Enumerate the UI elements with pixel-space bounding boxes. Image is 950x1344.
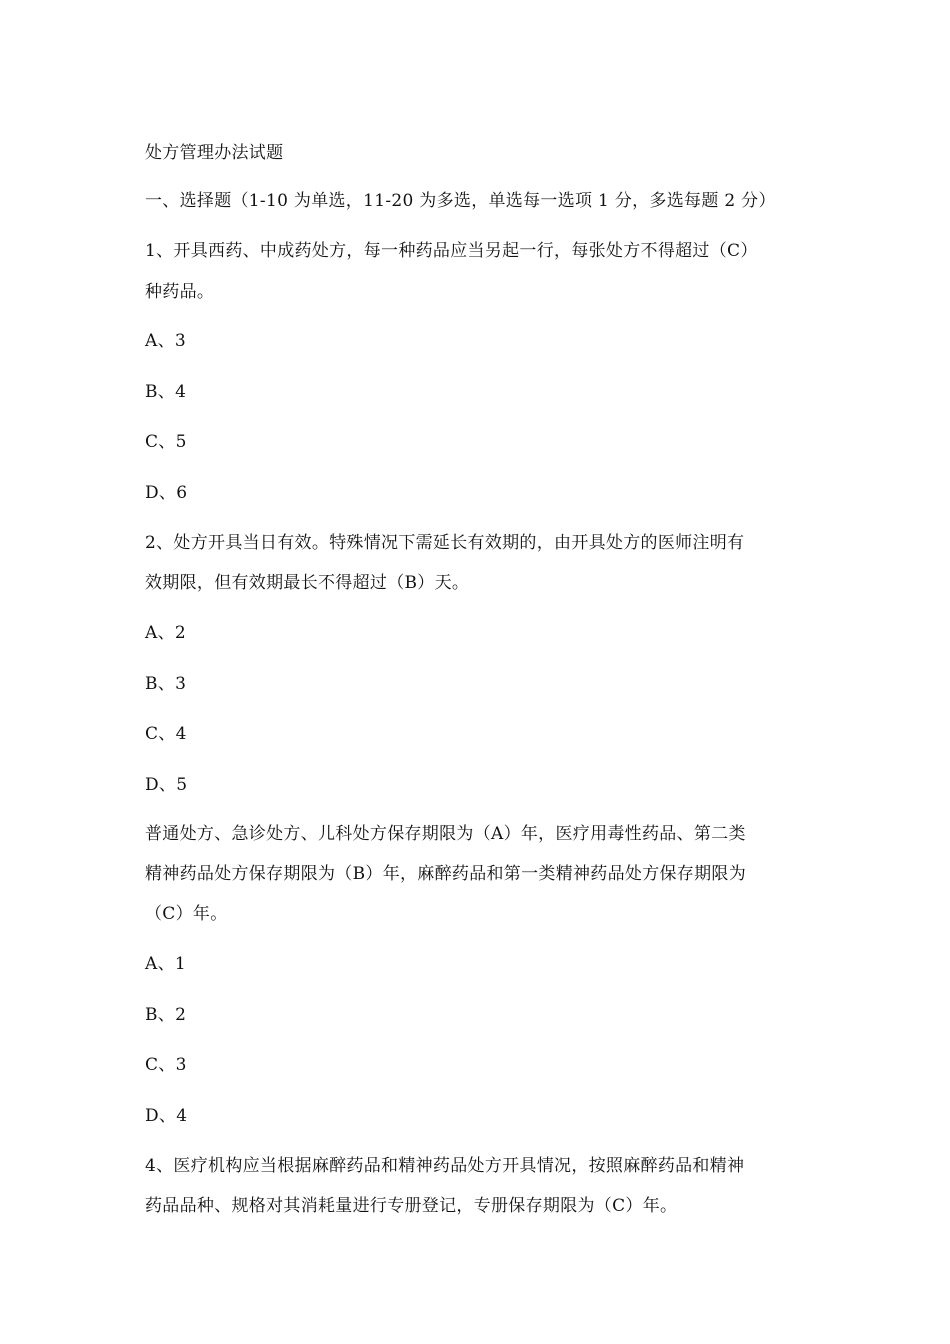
question-2-option-b: B、3 — [145, 674, 187, 694]
question-1-option-b: B、4 — [145, 382, 187, 402]
question-3-stem-line-2: 精神药品处方保存期限为（B）年，麻醉药品和第一类精神药品处方保存期限为 — [145, 864, 746, 884]
question-3-option-c: C、3 — [145, 1055, 187, 1075]
document-title: 处方管理办法试题 — [145, 143, 284, 163]
question-3-option-b: B、2 — [145, 1005, 187, 1025]
question-3-option-a: A、1 — [145, 954, 186, 974]
question-3-option-d: D、4 — [145, 1106, 188, 1126]
question-3-stem-line-3: （C）年。 — [145, 904, 228, 924]
question-4-stem-line-2: 药品品种、规格对其消耗量进行专册登记，专册保存期限为（C）年。 — [145, 1196, 678, 1216]
question-2-option-d: D、5 — [145, 775, 188, 795]
question-1-option-c: C、5 — [145, 432, 187, 452]
question-2-option-a: A、2 — [145, 623, 186, 643]
question-2-option-c: C、4 — [145, 724, 187, 744]
question-3-stem-line-1: 普通处方、急诊处方、儿科处方保存期限为（A）年，医疗用毒性药品、第二类 — [145, 824, 746, 844]
question-1-option-d: D、6 — [145, 483, 188, 503]
question-1-option-a: A、3 — [145, 331, 186, 351]
section-heading: 一、选择题（1-10 为单选，11-20 为多选，单选每一选项 1 分，多选每题 2 分） — [145, 191, 776, 211]
question-2-stem-line-1: 2、处方开具当日有效。特殊情况下需延长有效期的，由开具处方的医师注明有 — [145, 533, 745, 553]
question-1-stem-line-2: 种药品。 — [145, 282, 215, 302]
question-1-stem-line-1: 1、开具西药、中成药处方，每一种药品应当另起一行，每张处方不得超过（C） — [145, 241, 758, 261]
question-4-stem-line-1: 4、医疗机构应当根据麻醉药品和精神药品处方开具情况，按照麻醉药品和精神 — [145, 1156, 745, 1176]
question-2-stem-line-2: 效期限，但有效期最长不得超过（B）天。 — [145, 573, 470, 593]
